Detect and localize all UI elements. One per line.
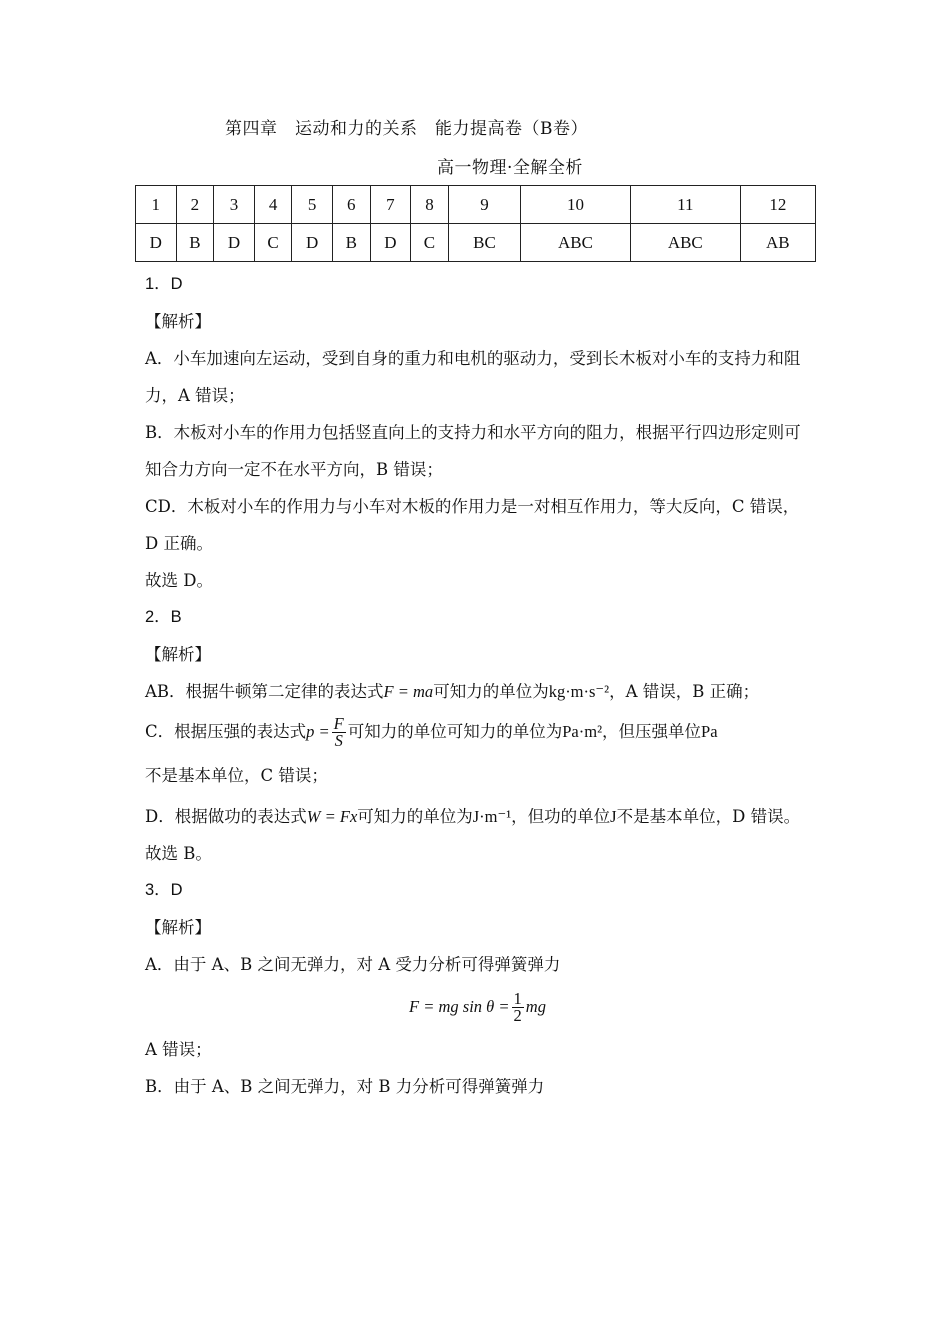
answer-table-answer-row (136, 224, 816, 262)
answer-table (135, 185, 816, 262)
q2-d-text-post2: 不是基本单位，D 错误。 (616, 807, 801, 826)
q2-d-text-mid: 可知力的单位为 (357, 807, 473, 826)
answer-table-answer-cell: AB (740, 224, 815, 262)
q3-formula (145, 983, 810, 1031)
q2-c-text-post: ，但压强单位 (602, 722, 702, 741)
answer-table-answer-cell: D (292, 224, 333, 262)
answer-table-number-cell: 6 (332, 186, 370, 224)
q1-heading: 1．D (145, 275, 183, 293)
q1-analysis-label: 【解析】 (145, 312, 211, 331)
q2-c-text-mid: 可知力的单位可知力的单位为 (347, 722, 563, 741)
answer-table-number-cell: 2 (176, 186, 214, 224)
q2-heading: 2．B (145, 608, 182, 626)
answer-table-number-cell: 12 (740, 186, 815, 224)
answer-table-number-cell: 5 (292, 186, 333, 224)
answer-table-number-cell: 3 (214, 186, 255, 224)
q3-heading: 3．D (145, 881, 183, 899)
q2-option-d (145, 798, 810, 835)
answer-table-answer-cell: D (214, 224, 255, 262)
q2-analysis-label: 【解析】 (145, 645, 211, 664)
answer-table-number-cell: 11 (630, 186, 740, 224)
q1-option-a: A．小车加速向左运动，受到自身的重力和电机的驱动力，受到长木板对小车的支持力和阻力，A 错误； (145, 349, 801, 405)
answer-table-answer-cell: D (370, 224, 411, 262)
answer-table-answer-cell: ABC (521, 224, 631, 262)
q2-c-text-pre: C．根据压强的表达式 (145, 722, 307, 741)
answer-table-number-row (136, 186, 816, 224)
q2-c-text-post2: 不是基本单位，C 错误； (145, 766, 328, 785)
q2-ab-text-pre: AB．根据牛顿第二定律的表达式 (145, 682, 384, 701)
q3-option-b: B．由于 A、B 之间无弹力，对 B 力分析可得弹簧弹力 (145, 1077, 545, 1096)
q3-formula-lhs: F = mg sin θ = (409, 997, 510, 1016)
q2-c-fraction-numerator: F (333, 714, 344, 733)
answer-table-answer-cell: D (136, 224, 177, 262)
q1-option-b: B．木板对小车的作用力包括竖直向上的支持力和水平方向的阻力，根据平行四边形定则可知合力方向一定不在水平方向，B 错误； (145, 423, 801, 479)
q2-c-formula-lhs: p = (306, 722, 330, 741)
q2-c-unit: Pa·m² (562, 722, 603, 741)
q2-option-c (145, 710, 810, 798)
answer-table-number-cell: 8 (411, 186, 449, 224)
q3-formula-rhs: mg (525, 997, 546, 1016)
answer-table-number-cell: 7 (370, 186, 411, 224)
answer-table-answer-cell: BC (448, 224, 520, 262)
q2-ab-formula: F = ma (383, 682, 434, 701)
answer-table-number-cell: 10 (521, 186, 631, 224)
q2-c-fraction-denominator: S (334, 731, 343, 750)
q2-ab-text-mid: 可知力的单位为 (433, 682, 549, 701)
answer-table-answer-cell: ABC (630, 224, 740, 262)
q2-c-fraction (332, 716, 346, 749)
solution-content (145, 266, 810, 1105)
q1-conclusion: 故选 D。 (145, 571, 213, 590)
document-title: 第四章 运动和力的关系 能力提高卷（B卷） (225, 119, 588, 139)
q2-option-ab (145, 673, 810, 710)
q2-d-formula: W = Fx (306, 807, 358, 826)
q2-d-text-pre: D．根据做功的表达式 (145, 807, 307, 826)
q2-d-unit: J·m⁻¹ (472, 807, 512, 826)
q3-option-a: A．由于 A、B 之间无弹力，对 A 受力分析可得弹簧弹力 (145, 955, 561, 974)
q3-fraction (512, 991, 524, 1024)
answer-table-number-cell: 9 (448, 186, 520, 224)
document-subtitle: 高一物理·全解全析 (437, 158, 583, 178)
answer-table-number-cell: 4 (254, 186, 292, 224)
answer-table-answer-cell: B (176, 224, 214, 262)
q3-analysis-label: 【解析】 (145, 918, 211, 937)
q3-option-a-conclusion: A 错误； (145, 1040, 212, 1059)
q1-option-cd: CD．木板对小车的作用力与小车对木板的作用力是一对相互作用力，等大反向，C 错误，D 正确。 (145, 497, 800, 553)
answer-table-number-cell: 1 (136, 186, 177, 224)
q2-d-unit2: J (610, 807, 617, 826)
q3-fraction-numerator: 1 (513, 989, 522, 1008)
answer-table-answer-cell: C (411, 224, 449, 262)
q2-c-unit2: Pa (701, 722, 718, 741)
q2-d-text-post: ，但功的单位 (511, 807, 611, 826)
q2-ab-text-post: ，A 错误，B 正确； (609, 682, 760, 701)
q3-fraction-denominator: 2 (513, 1006, 522, 1025)
q2-ab-unit: kg·m·s⁻² (548, 682, 610, 701)
answer-table-answer-cell: C (254, 224, 292, 262)
answer-table-answer-cell: B (332, 224, 370, 262)
q2-conclusion: 故选 B。 (145, 844, 212, 863)
